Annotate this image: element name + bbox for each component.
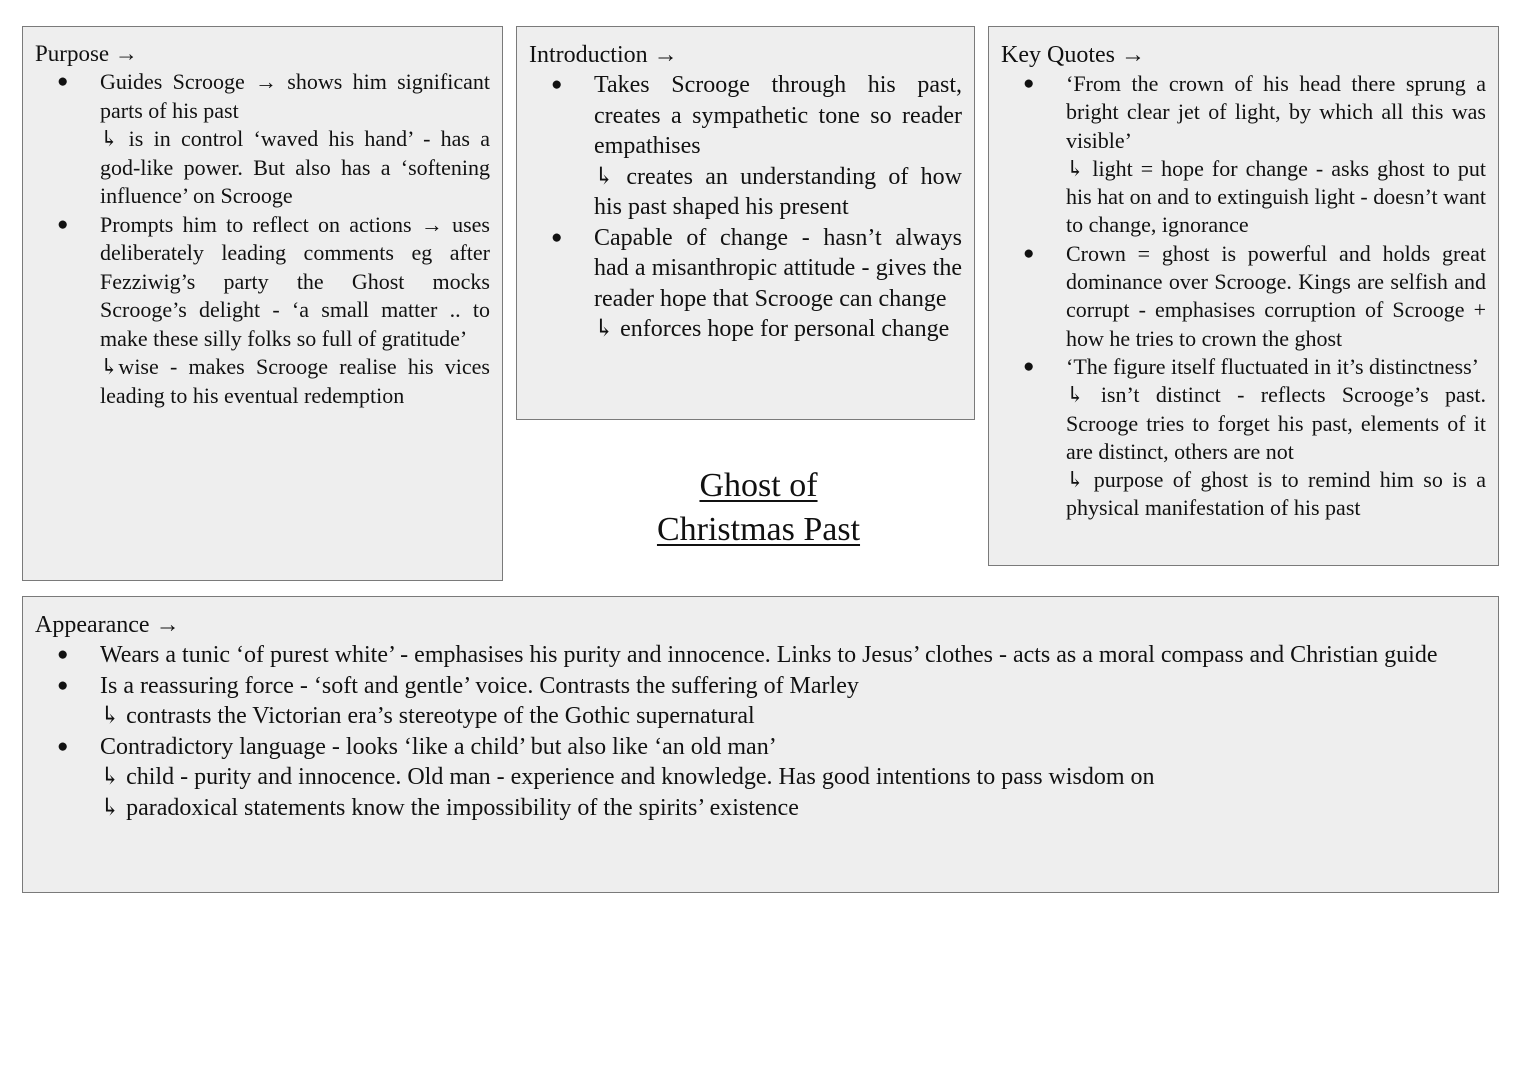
purpose-item-sub: ↳wise - makes Scrooge realise his vices leading to his eventual redemption xyxy=(100,354,490,408)
page-title-line-1: Ghost of xyxy=(699,467,818,504)
key-quote-text: Crown = ghost is powerful and holds great dominance over Scrooge. Kings are selfish and corrupt - emphasises corruption of Scrooge + how he tries to crown the ghost xyxy=(1066,240,1486,351)
introduction-list xyxy=(529,70,962,345)
page-title-line-2: Christmas Past xyxy=(656,511,861,548)
list-item xyxy=(35,732,1486,824)
bullet-icon: ● xyxy=(1023,355,1035,377)
list-item xyxy=(1001,240,1486,353)
page-title xyxy=(615,464,902,552)
key-quotes-list xyxy=(1001,70,1486,523)
list-item xyxy=(529,223,962,345)
appearance-item-sub: ↳ paradoxical statements know the impossibility of the spirits’ existence xyxy=(100,794,799,821)
key-quote-text: ‘The figure itself fluctuated in it’s distinctness’ xyxy=(1066,353,1480,379)
bullet-icon: ● xyxy=(57,644,69,665)
bullet-icon: ● xyxy=(57,735,69,757)
key-quotes-heading: Key Quotes → xyxy=(1001,42,1145,68)
list-item xyxy=(35,640,1486,671)
key-quotes-section xyxy=(988,26,1499,566)
introduction-item-text: Takes Scrooge through his past, creates a sympathetic tone so reader empathises xyxy=(594,72,962,159)
introduction-section xyxy=(516,26,975,420)
key-quote-sub: ↳ purpose of ghost is to remind him so is a physical manifestation of his past xyxy=(1066,467,1486,521)
list-item xyxy=(35,211,490,411)
purpose-item-text: Prompts him to reflect on actions → uses deliberately leading comments eg after Fezziwig’s party the Ghost mocks Scrooge’s delight - ‘a small matter .. to make these silly folks so full of gratitude’ xyxy=(100,211,490,351)
bullet-icon: ● xyxy=(1023,73,1035,94)
introduction-item-text: Capable of change - hasn’t always had a misanthropic attitude - gives the reader hope that Scrooge can change xyxy=(594,224,962,312)
list-item xyxy=(35,671,1486,732)
bullet-icon: ● xyxy=(551,226,563,248)
purpose-list xyxy=(35,68,490,410)
key-quote-text: ‘From the crown of his head there sprung a bright clear jet of light, by which all this was visible’ xyxy=(1066,71,1486,153)
list-item xyxy=(35,68,490,211)
bullet-icon: ● xyxy=(57,674,69,696)
bullet-icon: ● xyxy=(551,74,563,95)
list-item xyxy=(529,70,962,223)
appearance-item-text: Is a reassuring force - ‘soft and gentle’ voice. Contrasts the suffering of Marley xyxy=(100,672,859,699)
purpose-section xyxy=(22,26,503,581)
appearance-item-text: Wears a tunic ‘of purest white’ - emphasises his purity and innocence. Links to Jesus’ clothes - acts as a moral compass and Christian guide xyxy=(100,642,1438,668)
list-item xyxy=(1001,70,1486,240)
key-quote-sub: ↳ light = hope for change - asks ghost to put his hat on and to extinguish light - doesn’t want to change, ignorance xyxy=(1066,155,1486,238)
appearance-heading: Appearance → xyxy=(35,612,180,638)
introduction-item-sub: ↳ enforces hope for personal change xyxy=(594,316,950,342)
appearance-item-sub: ↳ child - purity and innocence. Old man - experience and knowledge. Has good intentions to pass wisdom on xyxy=(100,764,1155,790)
list-item xyxy=(1001,353,1486,523)
appearance-list xyxy=(35,640,1486,823)
introduction-item-sub: ↳ creates an understanding of how his past shaped his present xyxy=(594,163,962,220)
introduction-heading: Introduction → xyxy=(529,42,678,68)
appearance-section xyxy=(22,596,1499,893)
purpose-heading: Purpose → xyxy=(35,41,138,66)
key-quote-sub: ↳ isn’t distinct - reflects Scrooge’s past. Scrooge tries to forget his past, elements of it are distinct, others are not xyxy=(1066,382,1486,464)
bullet-icon: ● xyxy=(1023,242,1035,264)
bullet-icon: ● xyxy=(57,71,69,92)
appearance-item-sub: ↳ contrasts the Victorian era’s stereotype of the Gothic supernatural xyxy=(100,703,755,729)
appearance-item-text: Contradictory language - looks ‘like a child’ but also like ‘an old man’ xyxy=(100,733,777,760)
bullet-icon: ● xyxy=(57,213,69,235)
purpose-item-sub: ↳ is in control ‘waved his hand’ - has a god-like power. But also has a ‘softening influence’ on Scrooge xyxy=(100,126,490,208)
purpose-item-text: Guides Scrooge → shows him significant parts of his past xyxy=(100,69,490,123)
